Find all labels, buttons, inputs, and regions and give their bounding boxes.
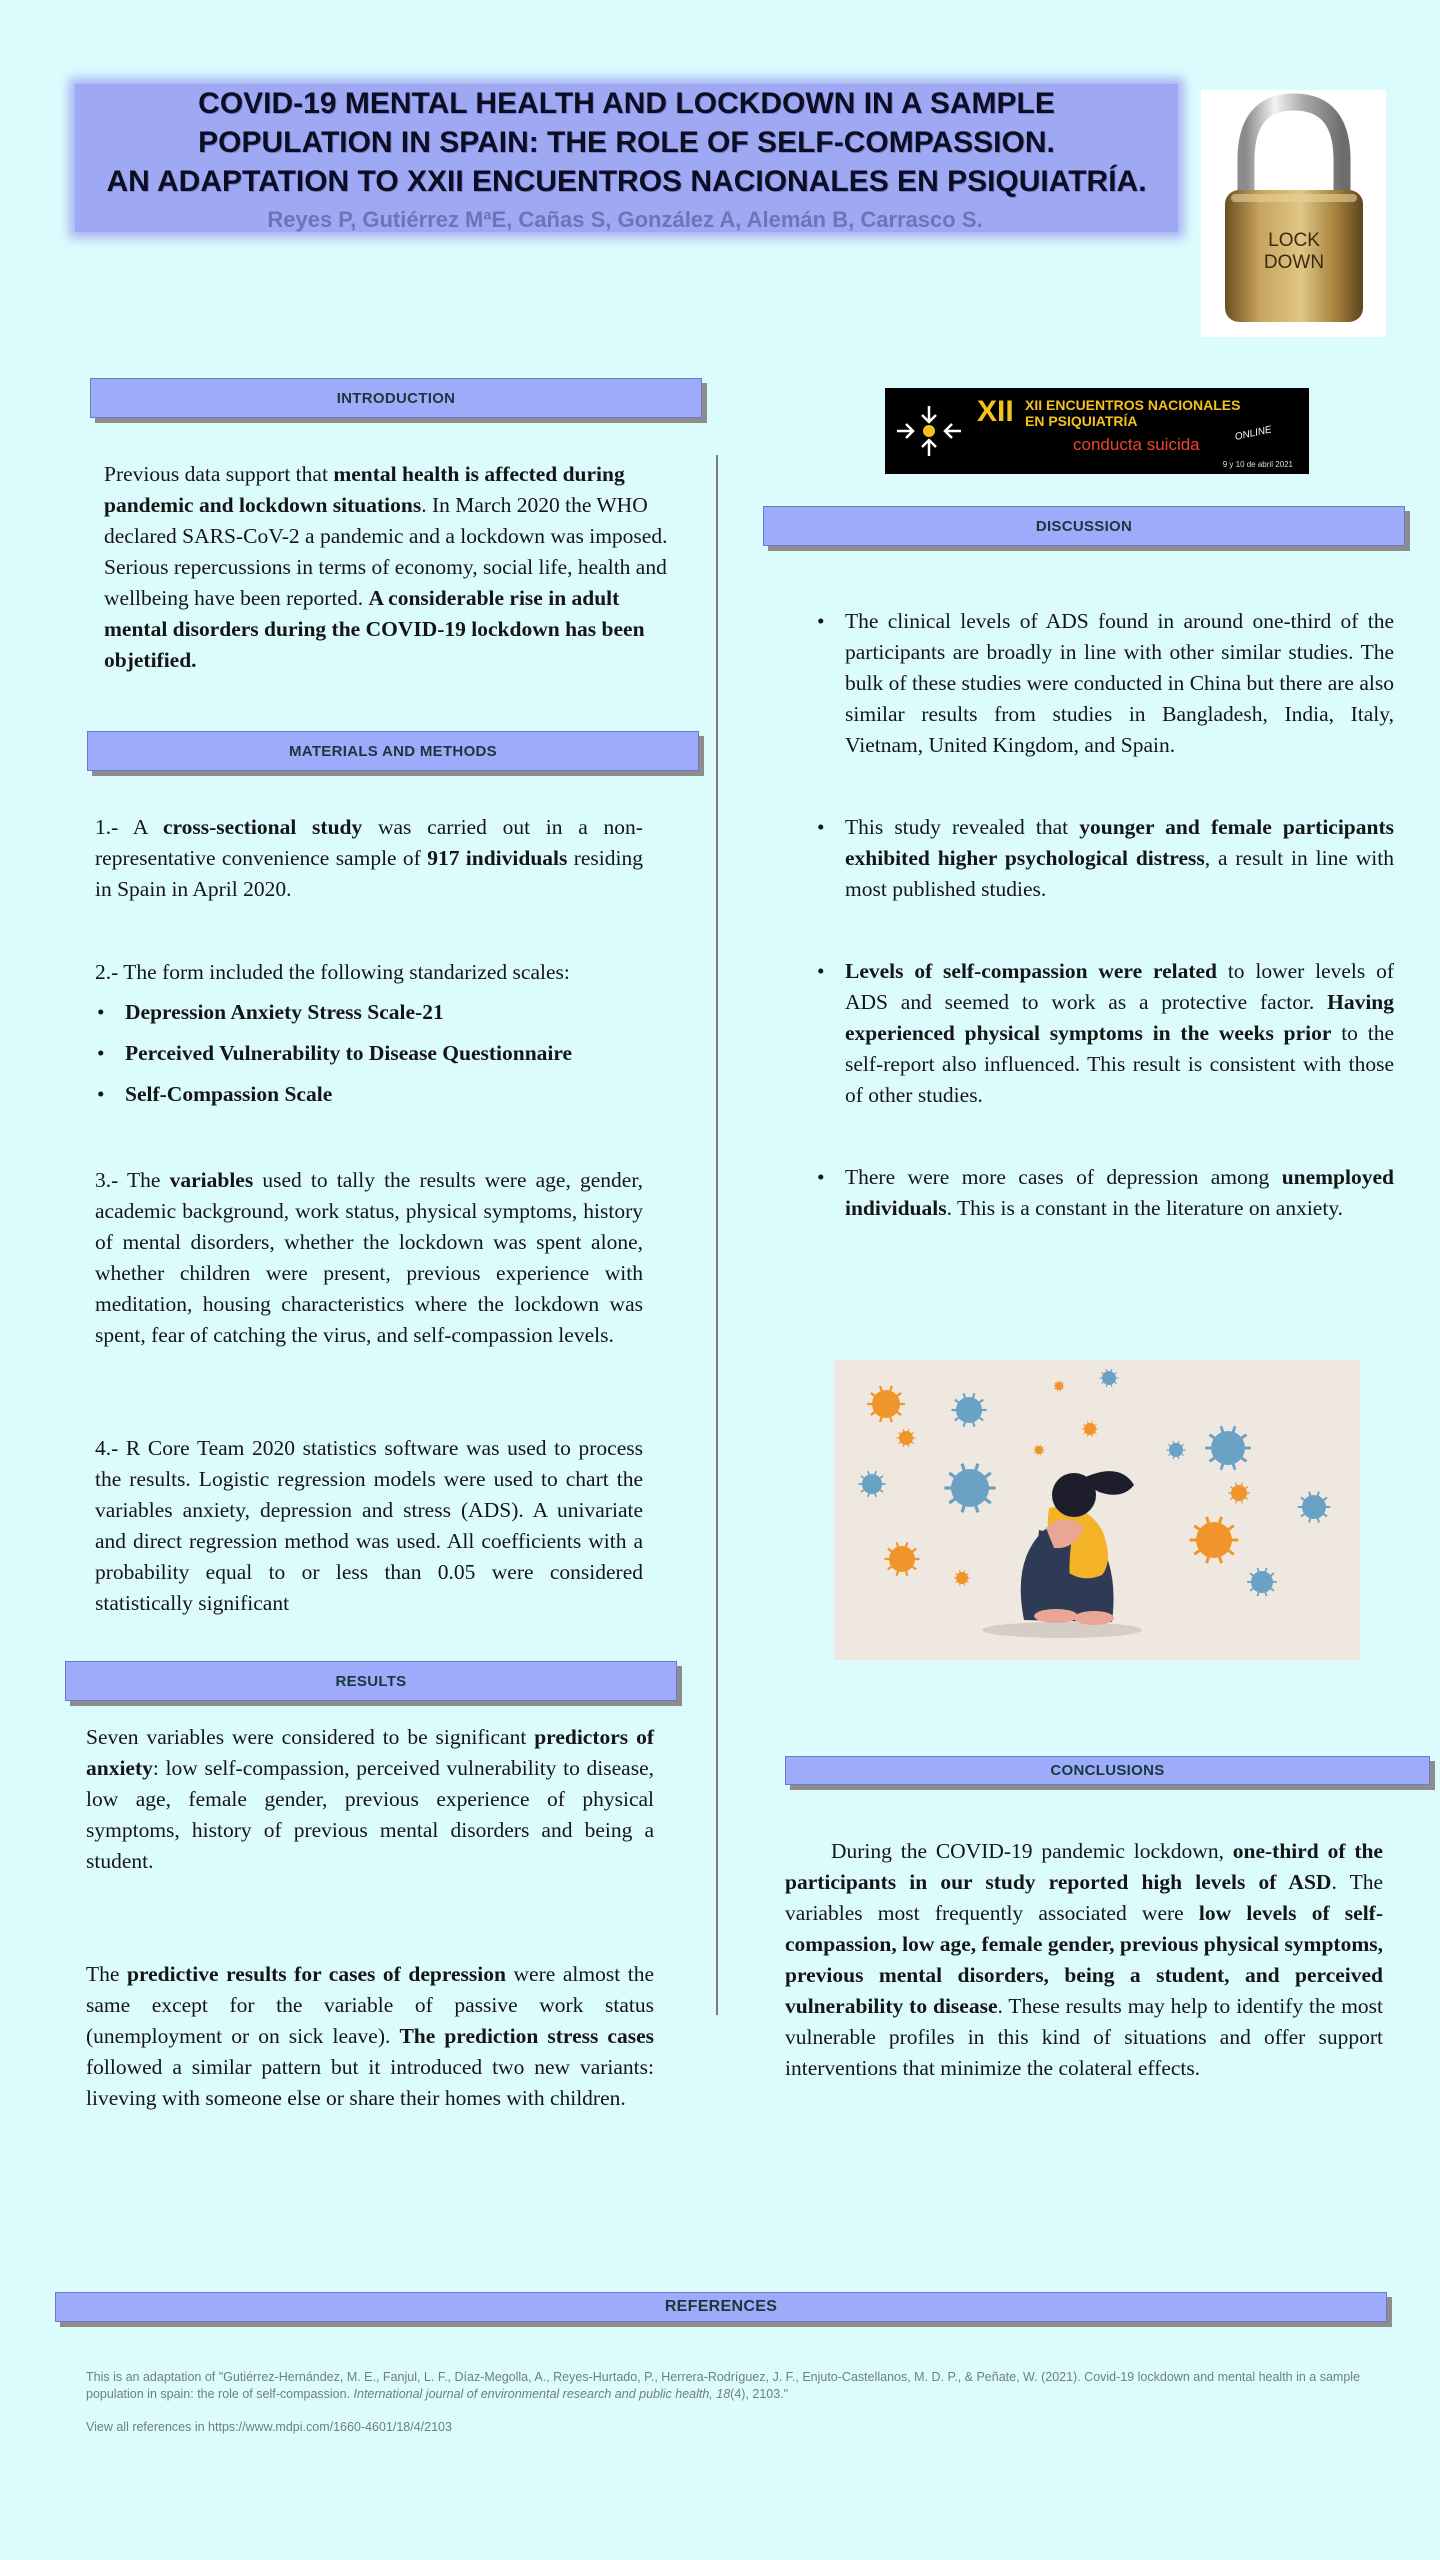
- results-p1: Seven variables were considered to be significant predictors of anxiety: low self-compassion, perceived vulnerability to disease, low age, female gender, previous experience of physical symptoms, history of previous mental disorders and being a student.: [86, 1725, 654, 1873]
- conclusions-text: During the COVID-19 pandemic lockdown, one-third of the participants in our study reported high levels of ASD. The variables most frequently associated were low levels of self-compassion, low age, female gender, previous physical symptoms, previous mental disorders, being a student, and perceived vulnerability to disease. These results may help to identify the most vulnerable profiles in this kind of situations and offer support interventions that minimize the colateral effects.: [785, 1839, 1384, 2080]
- discussion-item: • Levels of self-compassion were related to lower levels of ADS and seemed to work as a protective factor. Having experienced physical symptoms in the weeks prior to the self-report also influenced. This result is consistent with those of other studies.: [815, 956, 1394, 1111]
- methods-p1: 1.- A cross-sectional study was carried out in a non-representative convenience sample of 917 individuals residing in Spain in April 2020.: [95, 815, 643, 901]
- discussion-heading: DISCUSSION: [763, 506, 1405, 546]
- title-line-2: POPULATION IN SPAIN: THE ROLE OF SELF-COMPASSION.: [198, 126, 1055, 159]
- scale-item: • Depression Anxiety Stress Scale-21: [95, 997, 695, 1028]
- methods-p3: 3.- The variables used to tally the results were age, gender, academic background, work status, physical symptoms, history of mental disorders, whether the lockdown was spent alone, whether children were present, previous experience with meditation, housing characteristics where the lockdown was spent, fear of catching the virus, and self-compassion levels.: [95, 1168, 643, 1347]
- references-text: This is an adaptation of "Gutiérrez-Hernández, M. E., Fanjul, L. F., Díaz-Megolla, A., Reyes-Hurtado, P., Herrera-Rodríguez, J. F., Enjuto-Castellanos, M. D. P., & Peñate, W. (2021). Covid-19 lockdown and mental health in a sample population in spain: the role of self-compassion. International journal of environmental research and public health, 18(4), 2103." View all references in https://www.mdpi.com/1660-4601/18/4/2103: [86, 2369, 1416, 2436]
- svg-text:XII: XII: [977, 395, 1014, 428]
- logo-tag: ONLINE: [1233, 424, 1273, 443]
- virus-icon: [954, 1570, 970, 1585]
- virus-icon: [1190, 1517, 1239, 1563]
- virus-icon: [1034, 1445, 1045, 1455]
- virus-icon: [1082, 1421, 1098, 1436]
- virus-icon: [897, 1429, 916, 1447]
- anxiety-illustration: [834, 1360, 1360, 1660]
- scales-intro: 2.- The form included the following standarized scales:: [95, 960, 570, 984]
- logo-line-1: XII ENCUENTROS NACIONALES: [1025, 397, 1241, 413]
- logo-line-3: conducta suicida: [1073, 435, 1200, 454]
- virus-icon: [884, 1542, 919, 1575]
- discussion-item: • There were more cases of depression among unemployed individuals. This is a constant in the literature on anxiety.: [815, 1162, 1394, 1224]
- authors: Reyes P, Gutiérrez MªE, Cañas S, González A, Alemán B, Carrasco S.: [267, 207, 983, 232]
- logo-date: 9 y 10 de abril 2021: [1222, 460, 1293, 469]
- references-link[interactable]: View all references in https://www.mdpi.com/1660-4601/18/4/2103: [86, 2420, 452, 2434]
- title-line-1: COVID-19 MENTAL HEALTH AND LOCKDOWN IN A SAMPLE: [198, 87, 1055, 120]
- virus-icon: [1100, 1369, 1119, 1387]
- virus-icon: [1054, 1381, 1065, 1391]
- methods-heading: MATERIALS AND METHODS: [87, 731, 699, 771]
- virus-icon: [1205, 1426, 1251, 1470]
- virus-icon: [1167, 1441, 1186, 1459]
- virus-icon: [1228, 1483, 1250, 1504]
- virus-icon: [1298, 1492, 1330, 1523]
- title-line-3: AN ADAPTATION TO XXII ENCUENTROS NACIONALES EN PSIQUIATRÍA.: [106, 165, 1147, 198]
- introduction-text: Previous data support that mental health is affected during pandemic and lockdown situations. In March 2020 the WHO declared SARS-CoV-2 a pandemic and a lockdown was imposed. Serious repercussions in terms of economy, social life, health and wellbeing have been reported. A considerable rise in adult mental disorders during the COVID-19 lockdown has been objetified.: [104, 462, 668, 672]
- discussion-item: • The clinical levels of ADS found in around one-third of the participants are broadly in line with other similar studies. The bulk of these studies were conducted in China but there are also similar results from studies in Bangladesh, India, Italy, Vietnam, United Kingdom, and Spain.: [815, 606, 1394, 761]
- column-divider: [716, 455, 718, 2015]
- methods-p4: 4.- R Core Team 2020 statistics software was used to process the results. Logistic regression models were used to chart the variables anxiety, depression and stress (ADS). A univariate and direct regression method was used. All coefficients with a probability equal to or less than 0.05 were considered statistically significant: [95, 1436, 643, 1615]
- virus-icon: [1247, 1568, 1277, 1596]
- results-heading: RESULTS: [65, 1661, 677, 1701]
- introduction-heading: INTRODUCTION: [90, 378, 702, 418]
- discussion-item: • This study revealed that younger and female participants exhibited higher psychological distress, a result in line with most published studies.: [815, 812, 1394, 905]
- virus-icon: [867, 1386, 905, 1422]
- lock-text-2: DOWN: [1263, 252, 1325, 273]
- methods-p2: [95, 957, 695, 1110]
- references-heading: REFERENCES: [55, 2292, 1387, 2322]
- conference-logo: [885, 388, 1309, 474]
- lockdown-padlock-image: [1201, 90, 1386, 337]
- scale-item: • Self-Compassion Scale: [95, 1079, 695, 1110]
- scale-item: • Perceived Vulnerability to Disease Questionnaire: [95, 1038, 695, 1069]
- virus-icon: [951, 1393, 986, 1426]
- lock-text-1: LOCK: [1268, 230, 1320, 251]
- results-p2: The predictive results for cases of depression were almost the same except for the variable of passive work status (unemployment or on sick leave). The prediction stress cases followed a similar pattern but it introduced two new variants: liveving with someone else or share their homes with children.: [86, 1962, 654, 2110]
- virus-icon: [859, 1471, 886, 1497]
- conclusions-heading: CONCLUSIONS: [785, 1756, 1430, 1785]
- logo-line-2: EN PSIQUIATRÍA: [1025, 413, 1138, 429]
- virus-icon: [944, 1464, 995, 1513]
- discussion-list: [815, 606, 1394, 1224]
